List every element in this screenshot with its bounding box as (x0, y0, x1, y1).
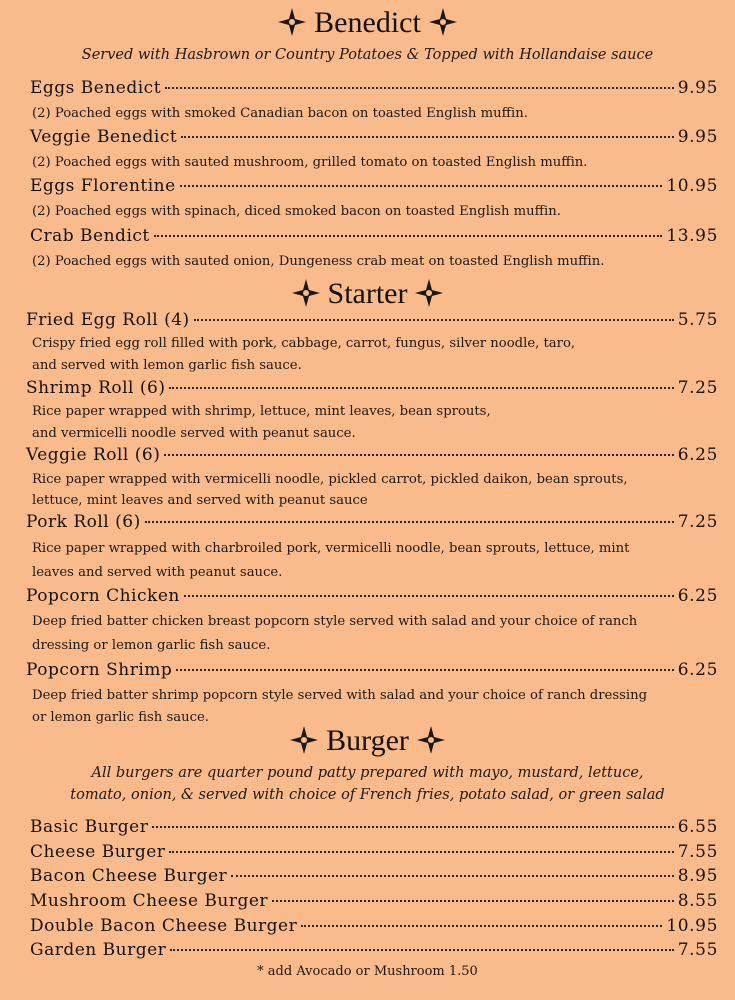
item-price: 7.25 (677, 512, 718, 532)
menu-item (30, 864, 718, 888)
item-description: Deep fried batter shrimp popcorn style served with salad and your choice of ranch dressing (32, 688, 648, 703)
item-price: 6.25 (677, 660, 718, 680)
menu-item (26, 658, 718, 682)
item-price: 13.95 (666, 226, 718, 246)
dot-leader (272, 900, 674, 902)
item-price: 10.95 (666, 916, 718, 936)
item-description: Crispy fried egg roll filled with pork, cabbage, carrot, fungus, silver noodle, taro, (32, 336, 576, 351)
benedict-subtitle: Served with Hasbrown or Country Potatoes & Topped with Hollandaise sauce (81, 47, 654, 63)
item-name: Veggie Roll (6) (26, 445, 161, 465)
item-name: Eggs Benedict (30, 78, 162, 98)
menu-item (26, 443, 718, 467)
dot-leader (176, 669, 673, 671)
burger-title: Burger (326, 724, 409, 757)
dot-leader (170, 949, 673, 951)
menu-item (26, 376, 718, 400)
compass-star-icon (290, 726, 318, 754)
item-description: and served with lemon garlic fish sauce. (32, 358, 302, 373)
add-on-note: * add Avocado or Mushroom 1.50 (257, 964, 478, 979)
item-name: Fried Egg Roll (4) (26, 310, 190, 330)
menu-item (30, 224, 718, 248)
item-price: 6.25 (677, 586, 718, 606)
menu-item (30, 76, 718, 100)
burger-heading (0, 724, 735, 758)
item-price: 7.25 (677, 378, 718, 398)
item-price: 7.55 (677, 842, 718, 862)
dot-leader (154, 235, 663, 237)
item-name: Popcorn Shrimp (26, 660, 173, 680)
burger-subtitle-line: All burgers are quarter pound patty prepared with mayo, mustard, lettuce, (91, 765, 644, 781)
compass-star-icon (429, 8, 457, 36)
item-price: 9.95 (677, 78, 718, 98)
benedict-title: Benedict (314, 6, 421, 39)
item-description: leaves and served with peanut sauce. (32, 565, 283, 580)
starter-heading (0, 277, 735, 311)
compass-star-icon (415, 279, 443, 307)
item-description: (2) Poached eggs with sauted onion, Dungeness crab meat on toasted English muffin. (32, 254, 605, 269)
starter-title: Starter (327, 277, 408, 310)
item-name: Veggie Benedict (30, 127, 178, 147)
item-price: 8.95 (677, 866, 718, 886)
item-name: Basic Burger (30, 817, 149, 837)
item-description: or lemon garlic fish sauce. (32, 710, 209, 725)
item-price: 9.95 (677, 127, 718, 147)
menu-item (30, 125, 718, 149)
menu-item (26, 308, 718, 332)
compass-star-icon (292, 279, 320, 307)
item-price: 5.75 (677, 310, 718, 330)
dot-leader (194, 319, 674, 321)
item-description: Deep fried batter chicken breast popcorn style served with salad and your choice of ranch (32, 614, 638, 629)
menu-item (30, 938, 718, 962)
item-name: Shrimp Roll (6) (26, 378, 166, 398)
item-name: Cheese Burger (30, 842, 166, 862)
benedict-heading (0, 6, 735, 40)
dot-leader (301, 925, 662, 927)
menu-item (30, 914, 718, 938)
item-price: 7.55 (677, 940, 718, 960)
item-name: Garden Burger (30, 940, 167, 960)
dot-leader (165, 87, 674, 89)
item-description: (2) Poached eggs with spinach, diced smoked bacon on toasted English muffin. (32, 204, 561, 219)
item-price: 8.55 (677, 891, 718, 911)
dot-leader (169, 851, 673, 853)
item-name: Bacon Cheese Burger (30, 866, 228, 886)
item-price: 10.95 (666, 176, 718, 196)
item-name: Mushroom Cheese Burger (30, 891, 269, 911)
item-price: 6.55 (677, 817, 718, 837)
item-name: Popcorn Chicken (26, 586, 180, 606)
item-description: (2) Poached eggs with smoked Canadian bacon on toasted English muffin. (32, 106, 528, 121)
dot-leader (231, 875, 674, 877)
dot-leader (181, 136, 674, 138)
item-description: Rice paper wrapped with shrimp, lettuce, mint leaves, bean sprouts, (32, 404, 491, 419)
item-name: Pork Roll (6) (26, 512, 141, 532)
item-description: and vermicelli noodle served with peanut sauce. (32, 426, 356, 441)
menu-item (30, 174, 718, 198)
menu-item (30, 815, 718, 839)
item-name: Eggs Florentine (30, 176, 176, 196)
dot-leader (164, 454, 673, 456)
item-description: Rice paper wrapped with charbroiled pork, vermicelli noodle, bean sprouts, lettuce, mint (32, 541, 630, 556)
dot-leader (152, 826, 673, 828)
item-description: lettuce, mint leaves and served with peanut sauce (32, 493, 368, 508)
item-price: 6.25 (677, 445, 718, 465)
dot-leader (184, 595, 674, 597)
item-description: Rice paper wrapped with vermicelli noodle, pickled carrot, pickled daikon, bean sprouts, (32, 472, 628, 487)
compass-star-icon (417, 726, 445, 754)
dot-leader (145, 521, 674, 523)
item-description: (2) Poached eggs with sauted mushroom, grilled tomato on toasted English muffin. (32, 155, 588, 170)
menu-item (30, 840, 718, 864)
burger-subtitle-line: tomato, onion, & served with choice of French fries, potato salad, or green salad (70, 787, 665, 803)
dot-leader (180, 185, 663, 187)
menu-item (26, 510, 718, 534)
item-name: Crab Bendict (30, 226, 150, 246)
dot-leader (169, 387, 673, 389)
item-name: Double Bacon Cheese Burger (30, 916, 298, 936)
menu-item (30, 889, 718, 913)
compass-star-icon (278, 8, 306, 36)
item-description: dressing or lemon garlic fish sauce. (32, 638, 271, 653)
menu-item (26, 584, 718, 608)
